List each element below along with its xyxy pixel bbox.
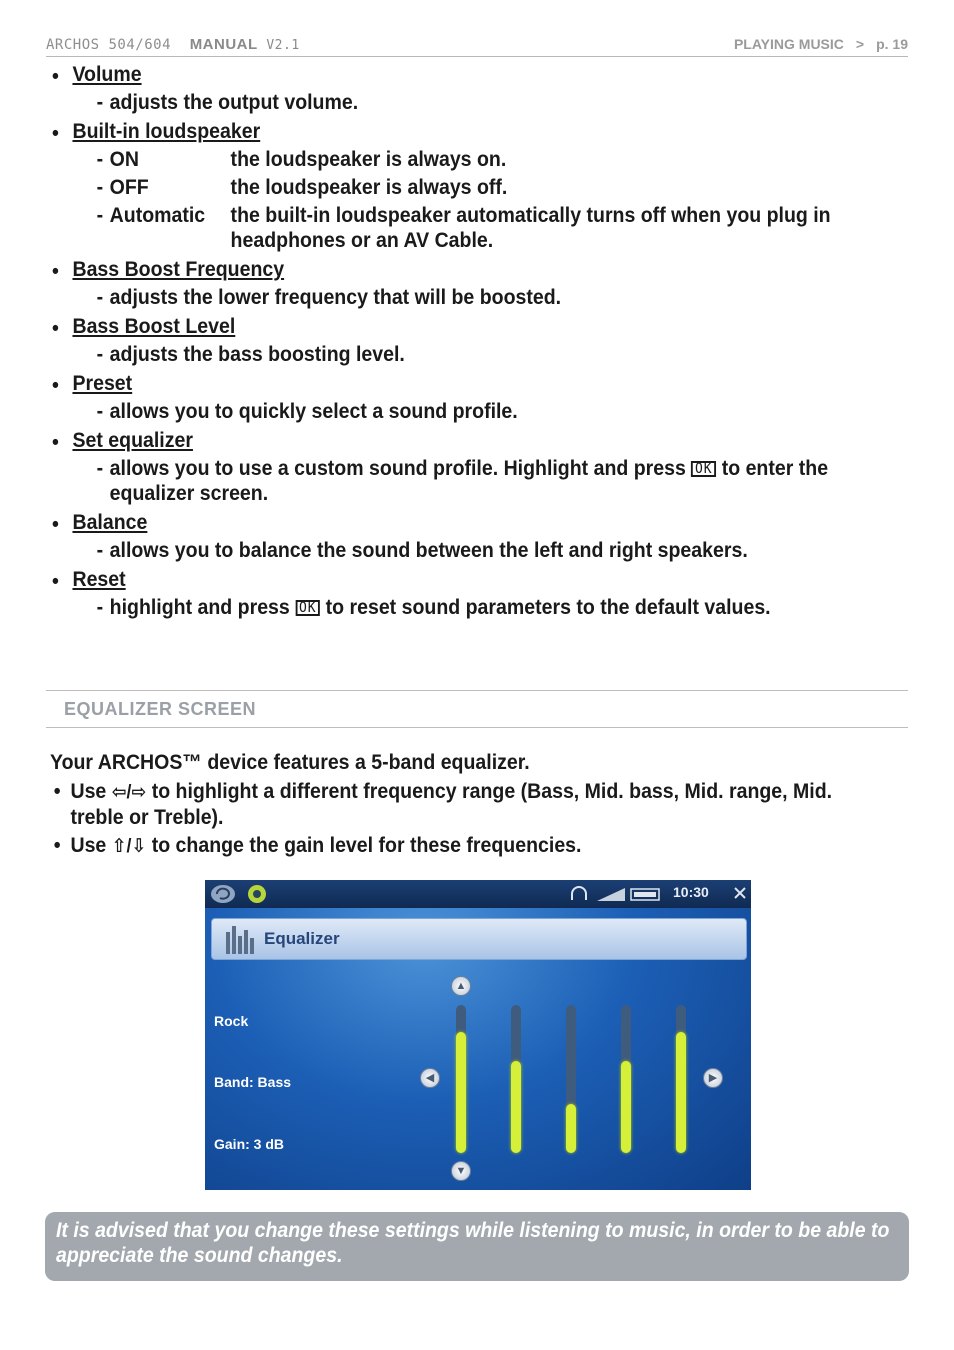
bullet: •: [52, 65, 59, 88]
eq-band-level: [456, 1032, 466, 1153]
section-heading: [46, 690, 908, 728]
eq-band-track[interactable]: [566, 1005, 576, 1153]
header-right: [734, 36, 908, 52]
equalizer-screenshot: [205, 880, 751, 1190]
setting-desc: - allows you to use a custom sound profile. Highlight and press OK to enter the equalizer screen.: [96, 457, 829, 505]
screen-title-bar: [211, 918, 747, 960]
settings-gear-icon: [248, 885, 266, 903]
setting-volume: [52, 62, 843, 115]
ok-key-icon: OK: [295, 600, 320, 616]
option-automatic: - Automatic the built-in loudspeaker automatically turns off when you plug in headphones or an AV Cable.: [96, 204, 831, 252]
setting-title: Reset: [72, 568, 126, 591]
setting-title: Bass Boost Level: [72, 315, 236, 338]
setting-desc: - allows you to quickly select a sound profile.: [96, 400, 518, 423]
setting-desc: - adjusts the output volume.: [96, 91, 359, 114]
eq-band-track[interactable]: [456, 1005, 466, 1153]
option-off: - OFF the loudspeaker is always off.: [96, 176, 508, 199]
setting-bass-boost-frequency: [52, 257, 843, 310]
bullet: •: [52, 374, 59, 397]
preset-label: Rock: [214, 1013, 249, 1029]
version-label: V2.1: [266, 38, 300, 53]
section-name: PLAYING MUSIC: [733, 36, 844, 52]
down-arrow-icon: ▼: [451, 1161, 471, 1181]
section-title: EQUALIZER SCREEN: [64, 699, 257, 719]
left-arrow-icon: ◀: [420, 1068, 440, 1088]
eq-band-level: [566, 1104, 576, 1153]
settings-list: [52, 62, 843, 624]
bullet: •: [52, 513, 59, 536]
brand-name: ARCHOS 504/604: [46, 37, 172, 53]
page-number: p. 19: [876, 36, 908, 52]
eq-band-track[interactable]: [511, 1005, 521, 1153]
setting-title: Volume: [72, 63, 142, 86]
setting-reset: [52, 567, 843, 620]
right-arrow-icon: ▶: [703, 1068, 723, 1088]
eq-band-level: [511, 1061, 521, 1153]
bullet: •: [52, 431, 59, 454]
left-right-arrow-icon: ⇦/⇨: [111, 782, 147, 803]
ok-key-icon: OK: [691, 461, 716, 477]
option-on: - ON the loudspeaker is always on.: [96, 148, 507, 171]
screen-title: Equalizer: [264, 929, 340, 948]
up-down-arrow-icon: ⇧/⇩: [111, 836, 147, 857]
header-left: [46, 36, 300, 53]
bullet: •: [52, 260, 59, 283]
setting-preset: [52, 371, 843, 424]
setting-loudspeaker: [52, 119, 843, 253]
bullet: •: [52, 570, 59, 593]
eq-bullet-up-down: • Use ⇧/⇩ to change the gain level for these frequencies.: [53, 834, 582, 857]
setting-desc: - allows you to balance the sound between the left and right speakers.: [96, 539, 748, 562]
equalizer-description: [50, 750, 868, 862]
band-label: Band: Bass: [214, 1074, 292, 1090]
headphones-icon: [572, 887, 586, 900]
back-icon: [211, 885, 235, 903]
manual-label: MANUAL: [189, 36, 258, 53]
setting-title: Preset: [72, 372, 133, 395]
setting-balance: [52, 510, 843, 563]
eq-band-level: [621, 1061, 631, 1153]
setting-title: Bass Boost Frequency: [72, 258, 285, 281]
setting-title: Set equalizer: [72, 429, 193, 452]
setting-title: Balance: [72, 511, 148, 534]
eq-intro: Your ARCHOS™ device features a 5-band equalizer.: [50, 751, 530, 774]
close-icon: [735, 888, 745, 898]
setting-set-equalizer: [52, 428, 843, 506]
volume-bar-icon: [597, 888, 625, 901]
setting-title: Built-in loudspeaker: [72, 120, 261, 143]
setting-desc: - adjusts the bass boosting level.: [96, 343, 405, 366]
setting-desc: - highlight and press OK to reset sound parameters to the default values.: [96, 596, 771, 619]
page-header: [46, 30, 908, 57]
eq-band-track[interactable]: [621, 1005, 631, 1153]
setting-bass-boost-level: [52, 314, 843, 367]
clock: 10:30: [673, 884, 709, 900]
advice-text: It is advised that you change these settings while listening to music, in order to be able to appreciate the sound changes.: [56, 1219, 890, 1267]
status-icons: [205, 880, 751, 908]
advice-note: [45, 1212, 909, 1281]
eq-bullet-left-right: • Use ⇦/⇨ to highlight a different frequency range (Bass, Mid. bass, Mid. range, Mid. treble or Treble).: [53, 780, 833, 829]
bullet: •: [52, 317, 59, 340]
eq-band-track[interactable]: [676, 1005, 686, 1153]
up-arrow-icon: ▲: [451, 976, 471, 996]
battery-icon: [631, 889, 659, 900]
bullet: •: [52, 122, 59, 145]
equalizer-icon: [224, 924, 258, 954]
breadcrumb-separator: >: [855, 36, 865, 52]
setting-desc: - adjusts the lower frequency that will be boosted.: [96, 286, 562, 309]
status-bar: [205, 880, 751, 908]
eq-band-level: [676, 1032, 686, 1153]
gain-label: Gain: 3 dB: [214, 1136, 285, 1152]
